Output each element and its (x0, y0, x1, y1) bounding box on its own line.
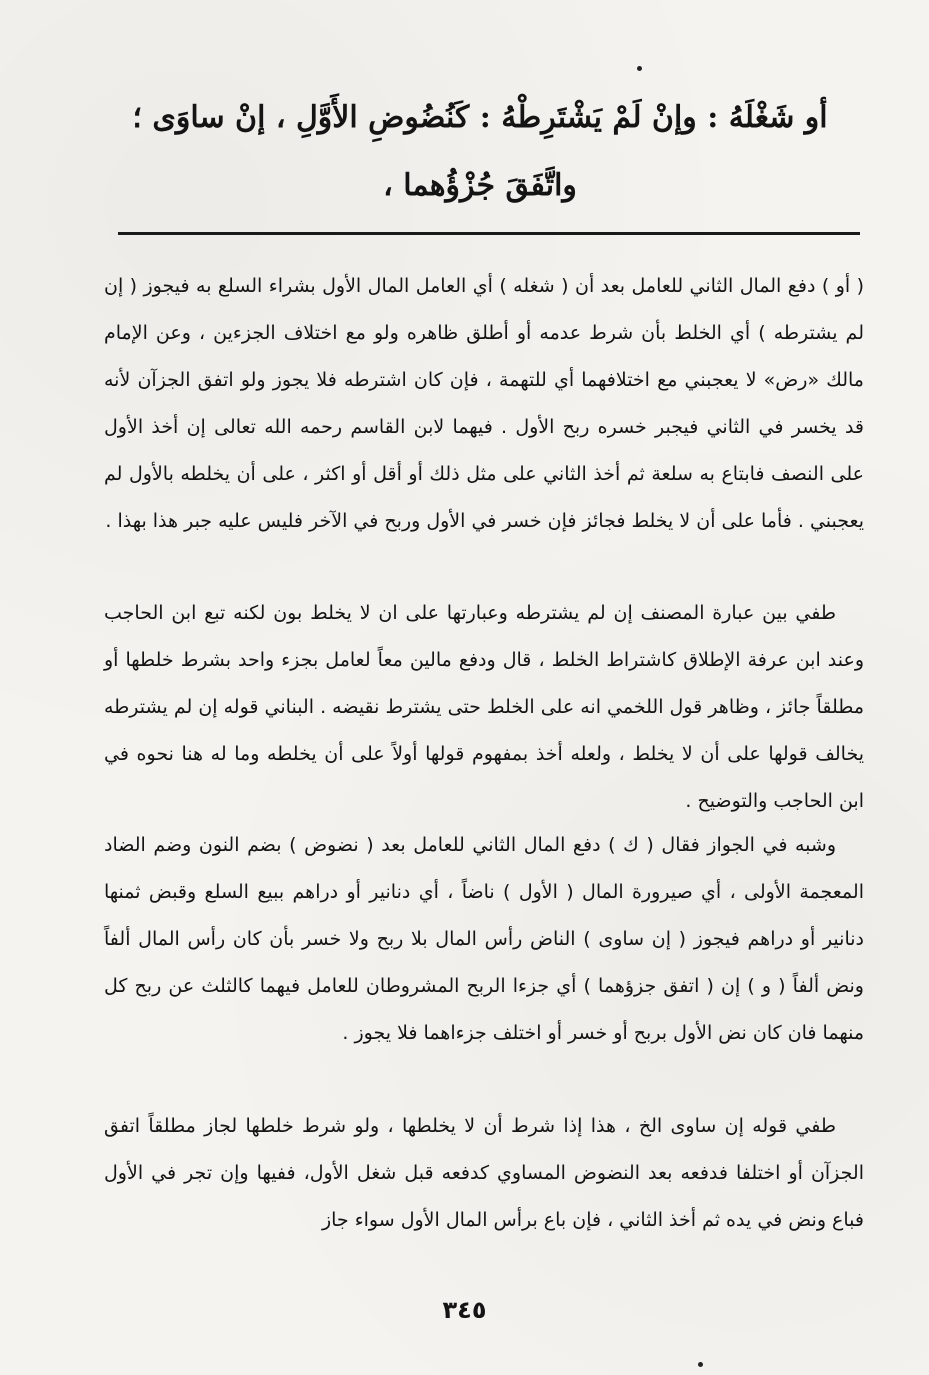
commentary-paragraph-2: طفي بين عبارة المصنف إن لم يشترطه وعبارتها على ان لا يخلط بون لكنه تبع ابن الحاجب وعند ابن عرفة الإطلاق كاشتراط الخلط ، قال ودفع مالين معاً لعامل بجزء واحد بشرط خلطها أو مطلقاً جائز ، وظاهر قول اللخمي انه على الخلط حتى يشترط نقيضه . البناني قوله إن لم يشترطه يخالف قولها على أن لا يخلط ، ولعله أخذ بمفهوم قولها أولاً على أن يخلطه وما له هنا نحوه في ابن الحاجب والتوضيح . (104, 602, 864, 812)
verse-line-1: أو شَغْلَهُ : وإنْ لَمْ يَشْتَرِطْهُ : كَنُضُوضِ الأَوَّلِ ، إنْ ساوَى ؛ (132, 100, 828, 135)
commentary-paragraph-4: طفي قوله إن ساوى الخ ، هذا إذا شرط أن لا يخلطها ، ولو شرط خلطها لجاز مطلقاً اتفق الجزآن أو اختلفا فدفعه بعد النضوض المساوي كدفعه قبل شغل الأول، ففيها وإن تجر في الأول فباع ونض في يده ثم أخذ الثاني ، فإن باع برأس المال الأول سواء جاز (104, 1115, 864, 1231)
page-number: ٣٤٥ (442, 1296, 487, 1324)
ink-speck (698, 1362, 703, 1367)
ink-speck (637, 66, 642, 71)
verse-line-2: واتَّفَقَ جُزْؤُهما ، (383, 168, 577, 203)
commentary-paragraph-1: ( أو ) دفع المال الثاني للعامل بعد أن ( شغله ) أي العامل المال الأول بشراء السلع به فيجوز ( إن لم يشترطه ) أي الخلط بأن شرط عدمه أو أطلق ظاهره ولو مع اختلاف الجزءين ، وعن الإمام مالك «رض» لا يعجبني مع اختلافهما أي للتهمة ، فإن كان اشترطه فلا يجوز ولو اتفق الجزآن لأنه قد يخسر في الثاني فيجبر خسره ربح الأول . فيهما لابن القاسم رحمه الله تعالى إن أخذ الأول على النصف فابتاع به سلعة ثم أخذ الثاني على مثل ذلك أو أقل أو اكثر ، على أن يخلطه بالأول لم يعجبني . فأما على أن لا يخلط فجائز فإن خسر في الأول وربح في الآخر فليس عليه جبر هذا بهذا . (104, 275, 864, 532)
header-divider (118, 232, 860, 235)
commentary-paragraph-3: وشبه في الجواز فقال ( ك ) دفع المال الثاني للعامل بعد ( نضوض ) بضم النون وضم الضاد المعجمة الأولى ، أي صيرورة المال ( الأول ) ناضاً ، أي دنانير أو دراهم ببيع السلع وقبض ثمنها دنانير أو دراهم فيجوز ( إن ساوى ) الناض رأس المال بلا ربح ولا خسر بأن كان رأس المال ألفاً ونض ألفاً ( و ) إن ( اتفق جزؤهما ) أي جزءا الربح المشروطان للعامل فيهما كالثلث عن ربح كل منهما فان كان نض الأول بربح أو خسر أو اختلف جزءاهما فلا يجوز . (104, 834, 864, 1044)
